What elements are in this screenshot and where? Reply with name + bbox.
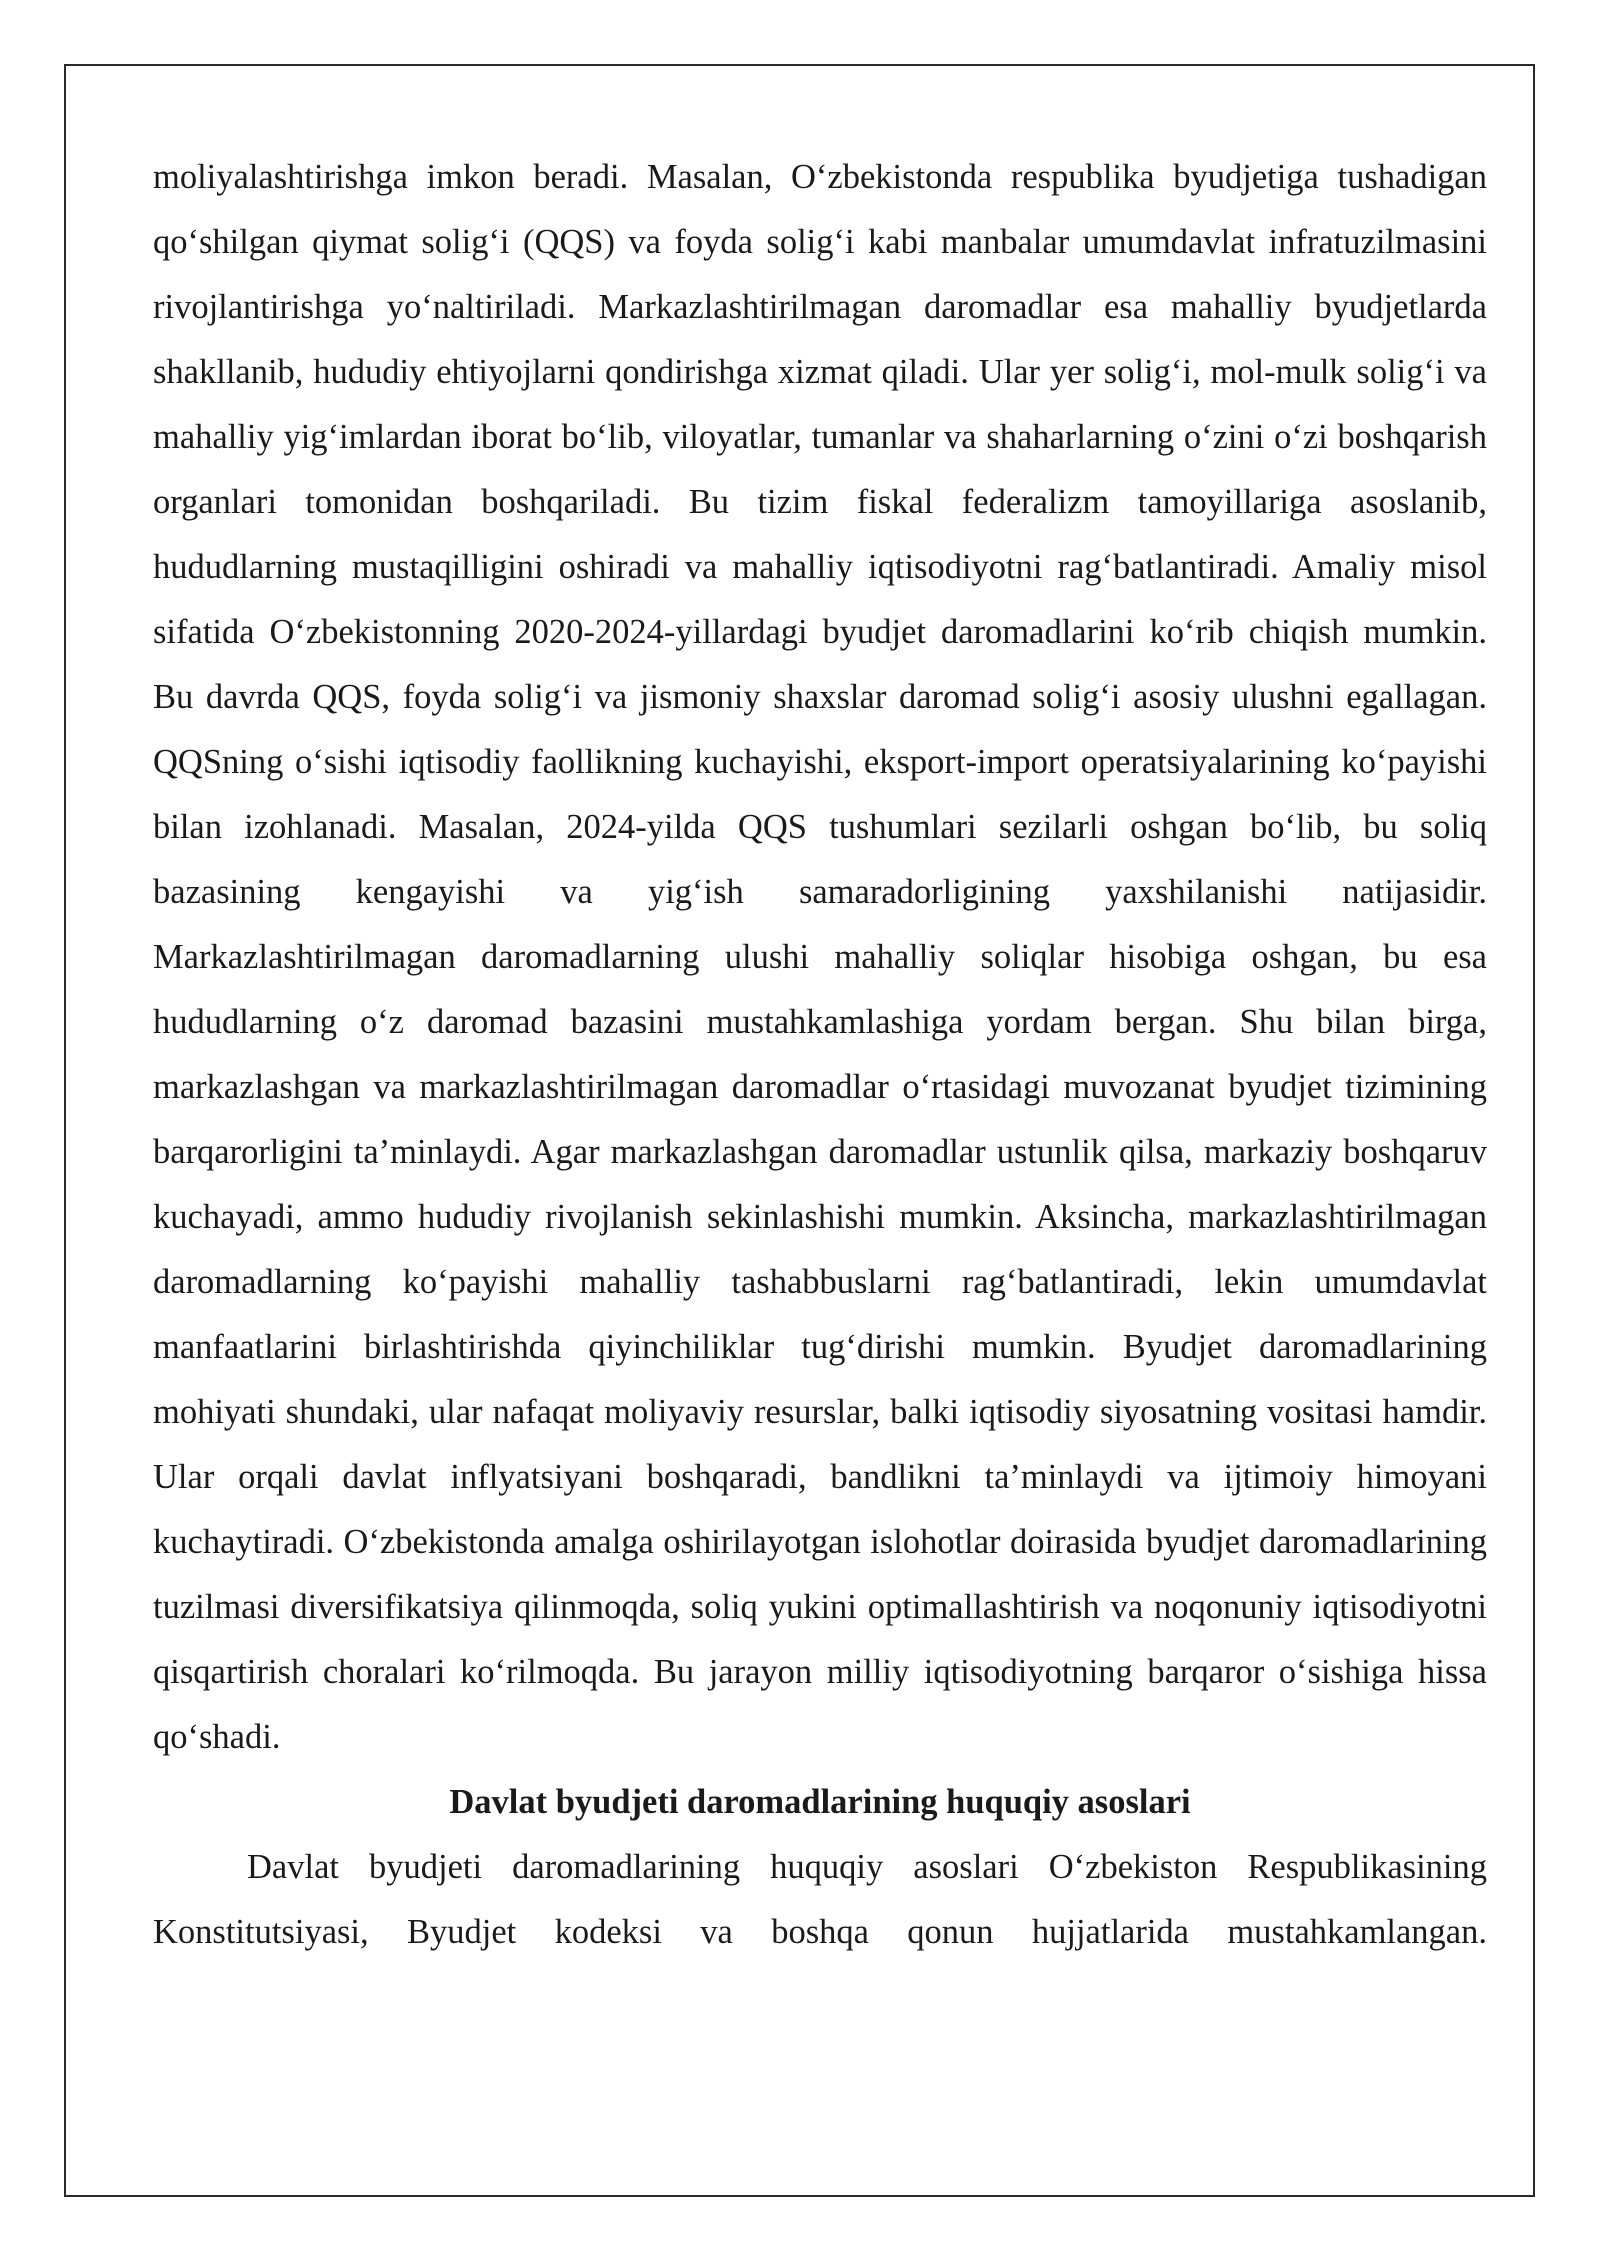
body-paragraph: moliyalashtirishga imkon beradi. Masalan, O‘zbekistonda respublika byudjetiga tushadigan qo‘shilgan qiymat solig‘i (QQS) va foyda solig‘i kabi manbalar umumdavlat infratuzilmasini rivojlantirishga yo‘naltiriladi. Markazlashtirilmagan daromadlar esa mahalliy byudjetlarda shakllanib, hududiy ehtiyojlarni qondirishga xizmat qiladi. Ular yer solig‘i, mol-mulk solig‘i va mahalliy yig‘imlardan iborat bo‘lib, viloyatlar, tumanlar va shaharlarning o‘zini o‘zi boshqarish organlari tomonidan boshqariladi. Bu tizim fiskal federalizm tamoyillariga asoslanib, hududlarning mustaqilligini oshiradi va mahalliy iqtisodiyotni rag‘batlantiradi. Amaliy misol sifatida O‘zbekistonning 2020-2024-yillardagi byudjet daromadlarini ko‘rib chiqish mumkin. Bu davrda QQS, foyda solig‘i va jismoniy shaxslar daromad solig‘i asosiy ulushni egallagan. QQSning o‘sishi iqtisodiy faollikning kuchayishi, eksport-import operatsiyalarining ko‘payishi bilan izohlanadi. Masalan, 2024-yilda QQS tushumlari sezilarli oshgan bo‘lib, bu soliq bazasining kengayishi va yig‘ish samaradorligining yaxshilanishi natijasidir. Markazlashtirilmagan daromadlarning ulushi mahalliy soliqlar hisobiga oshgan, bu esa hududlarning o‘z daromad bazasini mustahkamlashiga yordam bergan. Shu bilan birga, markazlashgan va markazlashtirilmagan daromadlar o‘rtasidagi muvozanat byudjet tizimining barqarorligini ta’minlaydi. Agar markazlashgan daromadlar ustunlik qilsa, markaziy boshqaruv kuchayadi, ammo hududiy rivojlanish sekinlashishi mumkin. Aksincha, markazlashtirilmagan daromadlarning ko‘payishi mahalliy tashabbuslarni rag‘batlantiradi, lekin umumdavlat manfaatlarini birlashtirishda qiyinchiliklar tug‘dirishi mumkin. Byudjet daromadlarining mohiyati shundaki, ular nafaqat moliyaviy resurslar, balki iqtisodiy siyosatning vositasi hamdir. Ular orqali davlat inflyatsiyani boshqaradi, bandlikni ta’minlaydi va ijtimoiy himoyani kuchaytiradi. O‘zbekistonda amalga oshirilayotgan islohotlar doirasida byudjet daromadlarining tuzilmasi diversifikatsiya qilinmoqda, soliq yukini optimallashtirish va noqonuniy iqtisodiyotni qisqartirish choralari ko‘rilmoqda. Bu jarayon milliy iqtisodiyotning barqaror o‘sishiga hissa qo‘shadi. xyxy=(153,158,1487,1756)
document-body xyxy=(153,145,1487,1965)
body-paragraph-continued: Davlat byudjeti daromadlarining huquqiy asoslari O‘zbekiston Respublikasining Konstitutsiyasi, Byudjet kodeksi va boshqa qonun hujjatlarida mustahkamlangan. xyxy=(153,1848,1487,1951)
section-heading: Davlat byudjeti daromadlarining huquqiy asoslari xyxy=(449,1783,1191,1821)
